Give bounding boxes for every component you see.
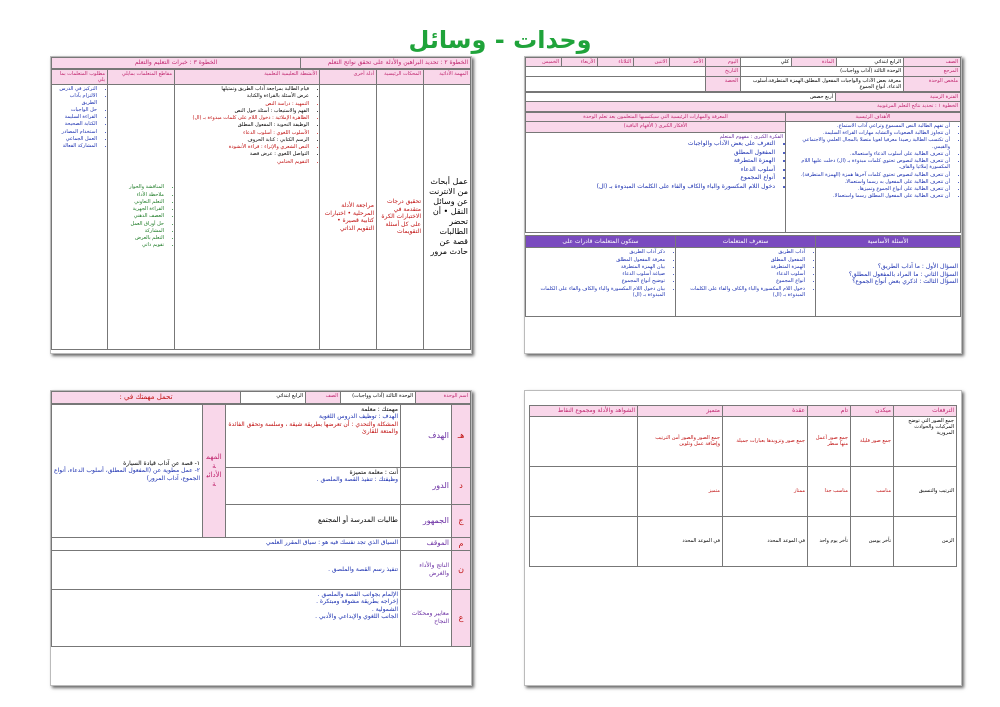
goal-line: الهدف : توظيف الدروس اللغوية <box>319 413 398 421</box>
objective-item: • أن تتعرف الطالبة على أنواع الجموع وتميزها. <box>788 186 950 192</box>
know-item: • دخول اللام المكسورة والباء والكاف والفاء على الكلمات المبدوءة بـ (ال) <box>678 286 805 299</box>
activity-item: • الوظيفة النحوية : المفعول المطلق <box>177 122 309 128</box>
period-value: أربع حصص <box>526 93 836 102</box>
level-value: كلي <box>741 58 792 67</box>
rubric-cell: جمع صور قليلة <box>851 416 894 466</box>
activity-item: • النص الشعري والإثراء : قراءة الأنشودة <box>177 144 309 150</box>
able-item: • توضيح أنواع المجموع <box>528 278 665 284</box>
objective-item: • أن تتعرف الطالبة على المفعول به رسما واستعمالا. <box>788 179 950 185</box>
row-label: الهدف <box>401 404 452 467</box>
product-cell: تنفيذ رسم القصة والملصق . <box>52 550 401 589</box>
objectives-list <box>786 121 961 232</box>
grade-label: الصف <box>904 58 961 67</box>
able-item: • معرفة المفعول المطلق <box>528 257 665 263</box>
rubric-cell: في الموعد المحدد <box>723 516 808 566</box>
objective-item: • أن تتعرف الطالبة على أسلوب الدعاء واستعماله. <box>788 151 950 157</box>
role-cell <box>226 467 401 504</box>
able-item: • بيان دخول اللام المكسورة والباء والكاف والفاء على الكلمات المبدوءة بـ (ال) <box>528 286 665 299</box>
row-label: الجمهور <box>401 504 452 537</box>
know-header: ستعرف المتعلمات <box>676 235 816 248</box>
row-label: الموقف <box>401 537 452 550</box>
row-letter: ج <box>452 504 471 537</box>
stage1-heading: الخطوة ١ : تحديد نتائج التعلم المرغوبية <box>526 102 961 111</box>
skill-item: • العصف الذهني <box>110 213 164 219</box>
skill-item: • تقويم ذاتي <box>110 242 164 248</box>
day-4: الأربعاء <box>562 58 598 67</box>
able-list <box>526 248 676 317</box>
role-line: أنت : معلمة متميزة <box>349 468 398 476</box>
rubric-cell: تأخر يومين <box>851 516 894 566</box>
big-idea-item: • التعرف على بعض الآداب والواجبات <box>528 140 775 148</box>
col-skills: مقاطع المتعلمات بمايلي <box>108 69 175 85</box>
day-1: الأحد <box>670 58 706 67</box>
skill-item: • المشاركة <box>110 228 164 234</box>
requirement-item: • القراءة السليمة <box>54 114 97 120</box>
stage2-heading: الخطوة ٢ : تحديد البراهين والأدلة على تحقق نواتج التعلم <box>301 58 471 69</box>
big-ideas-note: الفكرة الكبرى : مفهوم المتعلم <box>719 133 783 140</box>
rubric-cell <box>530 466 638 516</box>
task-title: تحمل مهمتك في : <box>52 392 241 404</box>
rubric-header: ميكدن <box>851 406 894 417</box>
row-label: معايير ومحكات النجاح <box>401 589 452 646</box>
row-letter: د <box>452 467 471 504</box>
big-idea-item: • دخول اللام المكسورة والباء والكاف والفاء على الكلمات المبدوءة بـ (ال) <box>528 183 775 191</box>
summary-label: ملخص الوحدة <box>904 76 961 92</box>
know-item: • آداب الطريق <box>678 249 805 255</box>
activity-item: • التقويم الختامي <box>177 159 309 165</box>
row-label: الناتج والأداء والغرض <box>401 550 452 589</box>
plan-page-2 <box>50 56 472 354</box>
activity-item: • التواصل اللغوي : عرض قصة <box>177 151 309 157</box>
other-evidence-cell: مراجعة الأدلة المرحلية • اختبارات كتابية قصيرة • التقويم الذاتي <box>320 85 377 350</box>
unit-header-table <box>525 57 961 92</box>
requirement-item: • التركيز في الدرس <box>54 86 97 92</box>
requirement-item: • حل الواجبات <box>54 107 97 113</box>
requirement-item: • استخدام المصادر <box>54 129 97 135</box>
objective-item: • أن تكتسب الطالبة رصيدا معرفيا لغويا متصلا بالمجال العلمي والاجتماعي والقيمي. <box>788 137 950 150</box>
criteria-cell: تحقيق درجات متقدمة في الاختبارات الكرة على كل أسئلة التقويمات <box>377 85 424 350</box>
know-item: • المفعول المطلق <box>678 257 805 263</box>
class-label: الحصة <box>706 76 741 92</box>
rubric-cell <box>530 516 638 566</box>
task-items <box>52 404 203 537</box>
row-letter: م <box>452 537 471 550</box>
rubric-cell <box>530 416 638 466</box>
rubric-header: الترفعات <box>894 406 957 417</box>
able-item: • صياغة أسلوب الدعاء <box>528 271 665 277</box>
essential-question: السؤال الأول : ما آداب الطريق؟ <box>877 263 958 271</box>
unit-name-label: اسم الوحدة <box>416 392 471 404</box>
grade-value: الرابع ابتدائي <box>837 58 904 67</box>
task-item: ٢- عمل مطوية عن (المفعول المطلق، أسلوب الدعاء، أنواع الجموع، آداب المرور) <box>54 467 200 482</box>
know-list <box>676 248 816 317</box>
unit-name-value: الوحدة الثالثة (آداب وواجبات) <box>341 392 416 404</box>
skill-item: • التعلم التعاوني <box>110 199 164 205</box>
skill-item: • التعلم بالعرض <box>110 235 164 241</box>
skill-item: • المناقشة والحوار <box>110 184 164 190</box>
criteria-cell <box>52 589 401 646</box>
col-other: أدلة أخرى <box>320 69 377 85</box>
rubric-header: الشواهد والأدلة ومجموع النقاط <box>530 406 638 417</box>
big-idea-item: • أسلوب الدعاء <box>528 166 775 174</box>
requirement-item: • المشاركة الفعالة <box>54 143 97 149</box>
rubric-cell: مناسب <box>851 466 894 516</box>
col-activities: الأنشطة التعليمية التعلمية <box>175 69 320 85</box>
rubric-cell: جمع الصور التي توضح المركبات والحوادث المرورية <box>894 416 957 466</box>
row-label: الدور <box>401 467 452 504</box>
objective-item: • أن تتعرف الطالبة لنصوص تحتوي كلمات مبدوءة بـ (ال) دخلت عليها اللام المكسورة إملائيا والقاف. <box>788 158 950 171</box>
rubric-table <box>529 405 957 567</box>
grade-value: الرابع ابتدائي <box>241 392 306 404</box>
row-letter: ن <box>452 550 471 589</box>
essential-table <box>525 235 961 318</box>
rubric-cell: الزمن <box>894 516 957 566</box>
task-header-table <box>51 391 471 404</box>
activity-item: • قيام الطالبة بمراجعة آداب الطريق وتمثيلها <box>177 86 309 92</box>
able-header: ستكون المتعلمات قادرات على <box>526 235 676 248</box>
situation-cell: السياق الذي تجد نفسك فيه هو : سياق المقرر العلمي <box>52 537 401 550</box>
know-item: • أنواع المجموع <box>678 278 805 284</box>
period-label: الفترة الزمنية <box>836 93 961 102</box>
col-requirements: مطلوب المتعلمات بما يلي <box>52 69 108 85</box>
knowledge-header: المعرفة والمهارات الرئيسية التي سيكتسبها المتعلمون بعد تعلم الوحدة <box>526 112 786 121</box>
objective-item: • أن تفهم الطالبة النص المسموع وتراعي آداب الاستماع. <box>788 123 950 129</box>
rubric-cell: الترتيب والتنسيق <box>894 466 957 516</box>
rubric-cell: جمع صور أعمل منها سطر <box>808 416 851 466</box>
task-cell: عمل أبحاث من الانترنت عن وسائل النقل • أن تحضر الطالبات قصة عن حادث مرور <box>424 85 471 350</box>
essential-questions <box>816 248 961 317</box>
summary-value: معرفة بعض الآداب والواجبات المفعول المطلق،الهمزة المتطرفة،أسلوب الدعاء، أنواع الجموع <box>741 76 904 92</box>
rubric-header: تام <box>808 406 851 417</box>
goals-table <box>525 112 961 233</box>
rubric-cell: تأخر يوم واحد <box>808 516 851 566</box>
big-ideas-header: الأفكار الكبرى ( الأفهام الباقية) <box>526 121 786 132</box>
big-idea-item: • أنواع المجموع <box>528 174 775 182</box>
period-table <box>525 92 961 112</box>
reference-label: المرجع <box>904 67 961 76</box>
skill-item: • القراءة الجهرية <box>110 206 164 212</box>
rubric-cell: في الموعد المحدد <box>638 516 723 566</box>
know-item: • الهمزة المتطرفة <box>678 264 805 270</box>
activity-item: • عرض الأسئلة بالقراءة والكتابة <box>177 93 309 99</box>
criteria-line: الشمولية . <box>371 605 398 613</box>
col-task: المهمة الأدائية <box>424 69 471 85</box>
activities-cell <box>175 85 320 350</box>
plan-page-1 <box>524 56 962 354</box>
unit-value: الوحدة الثالثة (آداب وواجبات) <box>741 67 904 76</box>
rubric-cell: ممتاز <box>723 466 808 516</box>
row-letter: ع <box>452 589 471 646</box>
rubric-cell: جمع الصور والصور أمن الترتيب وإضافة عمل وتلوين <box>638 416 723 466</box>
criteria-line: إخراجه بطريقة مشوقة ومبتكرة . <box>316 598 398 606</box>
audience-cell: طالبات المدرسة أو المجتمع <box>226 504 401 537</box>
able-item: • بيان الهمزة المتطرفة <box>528 264 665 270</box>
requirement-item: • الالتزام بآداب الطريق <box>54 93 97 106</box>
activity-item: • الرسم الكتابي : كتابة الحروف <box>177 137 309 143</box>
objective-item: • أن تتعرف الطالبة لنصوص تحتوي كلمات آخرها همزة (الهمزة المتطرفة). <box>788 172 950 178</box>
skill-item: • حل أوراق العمل <box>110 221 164 227</box>
rubric-cell: مناسب جدا <box>808 466 851 516</box>
plan-page-4 <box>524 390 962 686</box>
stages-header-table <box>51 57 471 69</box>
rubric-cell: جمع صور وتزويدها بعبارات جميلة <box>723 416 808 466</box>
activity-item: • التمهيد : دراسة النص <box>177 101 309 107</box>
big-idea-item: • المفعول المطلق <box>528 149 775 157</box>
able-item: • ذكر آداب الطريق <box>528 249 665 255</box>
activity-item: • الظاهرة الإملائية : دخول اللام على كلمات مبدوءة بـ (ال) <box>177 115 309 121</box>
rubric-header: عقدة <box>723 406 808 417</box>
goal-line: مهمتك : معلمة <box>361 405 398 413</box>
plan-page-3 <box>50 390 472 686</box>
essential-questions-header: الأسئلة الأساسية <box>816 235 961 248</box>
requirement-item: • العمل الجماعي <box>54 136 97 142</box>
day-5: الخميس <box>526 58 562 67</box>
objective-item: • أن تتعرف الطالبة على المفعول المطلق رسما واستعمالا. <box>788 193 950 199</box>
objective-item: • أن تتجاوز الطالبة الصعوبات والتشابه مهارات القراءة السليمة. <box>788 130 950 136</box>
essential-question: السؤال الثاني : ما المراد بالمفعول المطلق؟ <box>848 270 958 278</box>
day-2: الاثنين <box>634 58 670 67</box>
criteria-line: الإلمام بجوانب القصة والملصق . <box>317 590 398 598</box>
requirements-cell <box>52 85 108 350</box>
stage3-heading: الخطوة ٣ : خبرات التعليم والتعلم <box>52 58 301 69</box>
activity-item: • الأسلوب اللغوي : أسلوب الدعاء <box>177 130 309 136</box>
rubric-header: متميز <box>638 406 723 417</box>
evidence-table <box>51 69 471 351</box>
grade-label: الصف <box>306 392 341 404</box>
col-criteria: المحكات الرئيسية <box>377 69 424 85</box>
skills-cell <box>108 85 175 350</box>
know-item: • أسلوب الدعاء <box>678 271 805 277</box>
grasps-table <box>51 404 471 647</box>
day-label: اليوم <box>706 58 741 67</box>
requirement-item: • الكتابة الصحيحة <box>54 121 97 127</box>
big-idea-item: • الهمزة المتطرفة <box>528 157 775 165</box>
date-label: التاريخ <box>706 67 741 76</box>
objectives-header: الأهداف الرئيسية <box>786 112 961 121</box>
goal-line: المشكلة والتحدي : أن تعرضها بطريقة شيقة ، وسلسة وتحقق الفائدة والمتعة للقارئ <box>228 420 398 436</box>
rubric-cell: متميز <box>638 466 723 516</box>
goal-cell <box>226 404 401 467</box>
day-3: الثلاثاء <box>598 58 634 67</box>
criteria-line: الجانب اللغوي والإبداعي والأدبي . <box>315 613 398 621</box>
task-side-label: المهمة الأدائية <box>203 404 226 537</box>
page-title: وحدات - وسائل <box>408 26 592 54</box>
row-letter: هـ <box>452 404 471 467</box>
activity-item: • الفهم والاستيعاب : أسئلة حول النص <box>177 108 309 114</box>
role-line: وظيفتك : تنفيذ القصة والملصق . <box>316 476 398 484</box>
stage-label: المادة <box>792 58 837 67</box>
skill-item: • ملاحظة الأداء <box>110 192 164 198</box>
task-item: ١- قصة عن آداب قيادة السيارة <box>123 459 200 467</box>
big-ideas-list <box>526 132 786 232</box>
essential-question: السؤال الثالث : اذكري بعض أنواع الجموع؟ <box>852 278 958 286</box>
